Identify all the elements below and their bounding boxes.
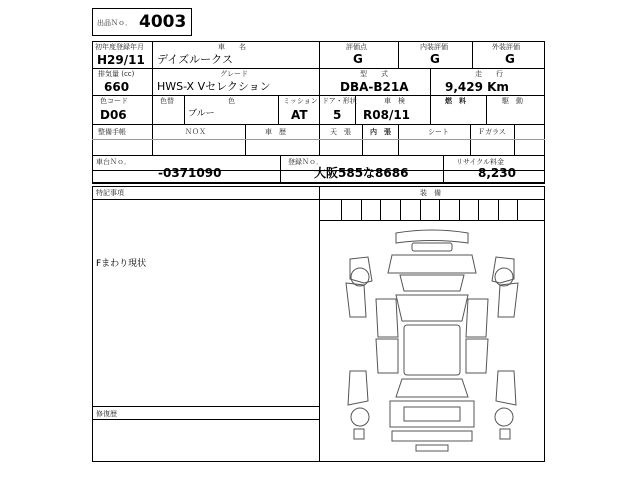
lot-label: 出品Ｎｏ． xyxy=(97,19,132,27)
name-value: デイズルークス xyxy=(157,53,234,66)
displacement-label: 排気量 (cc) xyxy=(98,70,135,78)
lot-number: 4003 xyxy=(139,12,187,32)
exterior-label: 外装評価 xyxy=(492,43,520,51)
name-label: 車 名 xyxy=(218,43,246,51)
grade-value: HWS-X Vセレクション xyxy=(157,80,271,93)
roof-label: 天 張 xyxy=(330,128,351,136)
door-value: 5 xyxy=(333,108,342,122)
year-value: H29/11 xyxy=(97,53,145,67)
color-label: 色 xyxy=(228,97,235,105)
grade-label: グレード xyxy=(220,70,248,78)
mission-label: ミッション xyxy=(283,97,318,105)
inspection-value: R08/11 xyxy=(363,108,411,122)
chassis-value: -0371090 xyxy=(158,166,222,180)
reg-label: 登録Ｎｏ． xyxy=(288,158,323,166)
equipment-label: 装 備 xyxy=(420,189,441,197)
glass-label: Ｆガラス xyxy=(478,128,506,136)
inspection-label: 車 検 xyxy=(384,97,405,105)
repair-history-label: 修復歴 xyxy=(96,410,117,418)
displacement-value: 660 xyxy=(104,80,130,94)
special-notes-label: 特記事項 xyxy=(96,189,124,197)
model-label: 型 式 xyxy=(360,70,388,78)
manual-label: 整備手帳 xyxy=(98,128,126,136)
lot-number-box xyxy=(92,8,192,36)
drive-label: 駆 動 xyxy=(502,97,523,105)
inner-label: 内 張 xyxy=(370,128,391,136)
score-label: 評価点 xyxy=(346,43,367,51)
model-value: DBA-B21A xyxy=(340,80,409,94)
interior-label: 内装評価 xyxy=(420,43,448,51)
nox-label: ＮＯＸ xyxy=(185,128,206,136)
car-condition-diagram xyxy=(320,221,544,461)
seat-label: シート xyxy=(428,128,449,136)
colortype-label: 色替 xyxy=(160,97,174,105)
history-label: 車 歴 xyxy=(265,128,286,136)
year-label: 初年度登録年月 xyxy=(95,43,144,51)
colorcode-label: 色コード xyxy=(100,97,128,105)
score-value: G xyxy=(353,52,363,66)
fuel-label: 燃 料 xyxy=(445,97,466,105)
door-label: ドア・形状 xyxy=(322,97,357,105)
mission-value: AT xyxy=(291,108,308,122)
equipment-grid xyxy=(319,199,545,220)
interior-value: G xyxy=(430,52,440,66)
exterior-value: G xyxy=(505,52,515,66)
reg-value: 大阪585な8686 xyxy=(314,166,409,180)
color-value: ブルー xyxy=(188,109,215,119)
mileage-label: 走 行 xyxy=(475,70,503,78)
remark-text: Fまわり現状 xyxy=(96,259,147,269)
recycle-value: 8,230 xyxy=(478,166,516,180)
mileage-value: 9,429 Km xyxy=(445,80,509,94)
colorcode-value: D06 xyxy=(100,108,127,122)
chassis-label: 車台Ｎｏ． xyxy=(96,158,131,166)
recycle-label: リサイクル料金 xyxy=(456,158,505,166)
